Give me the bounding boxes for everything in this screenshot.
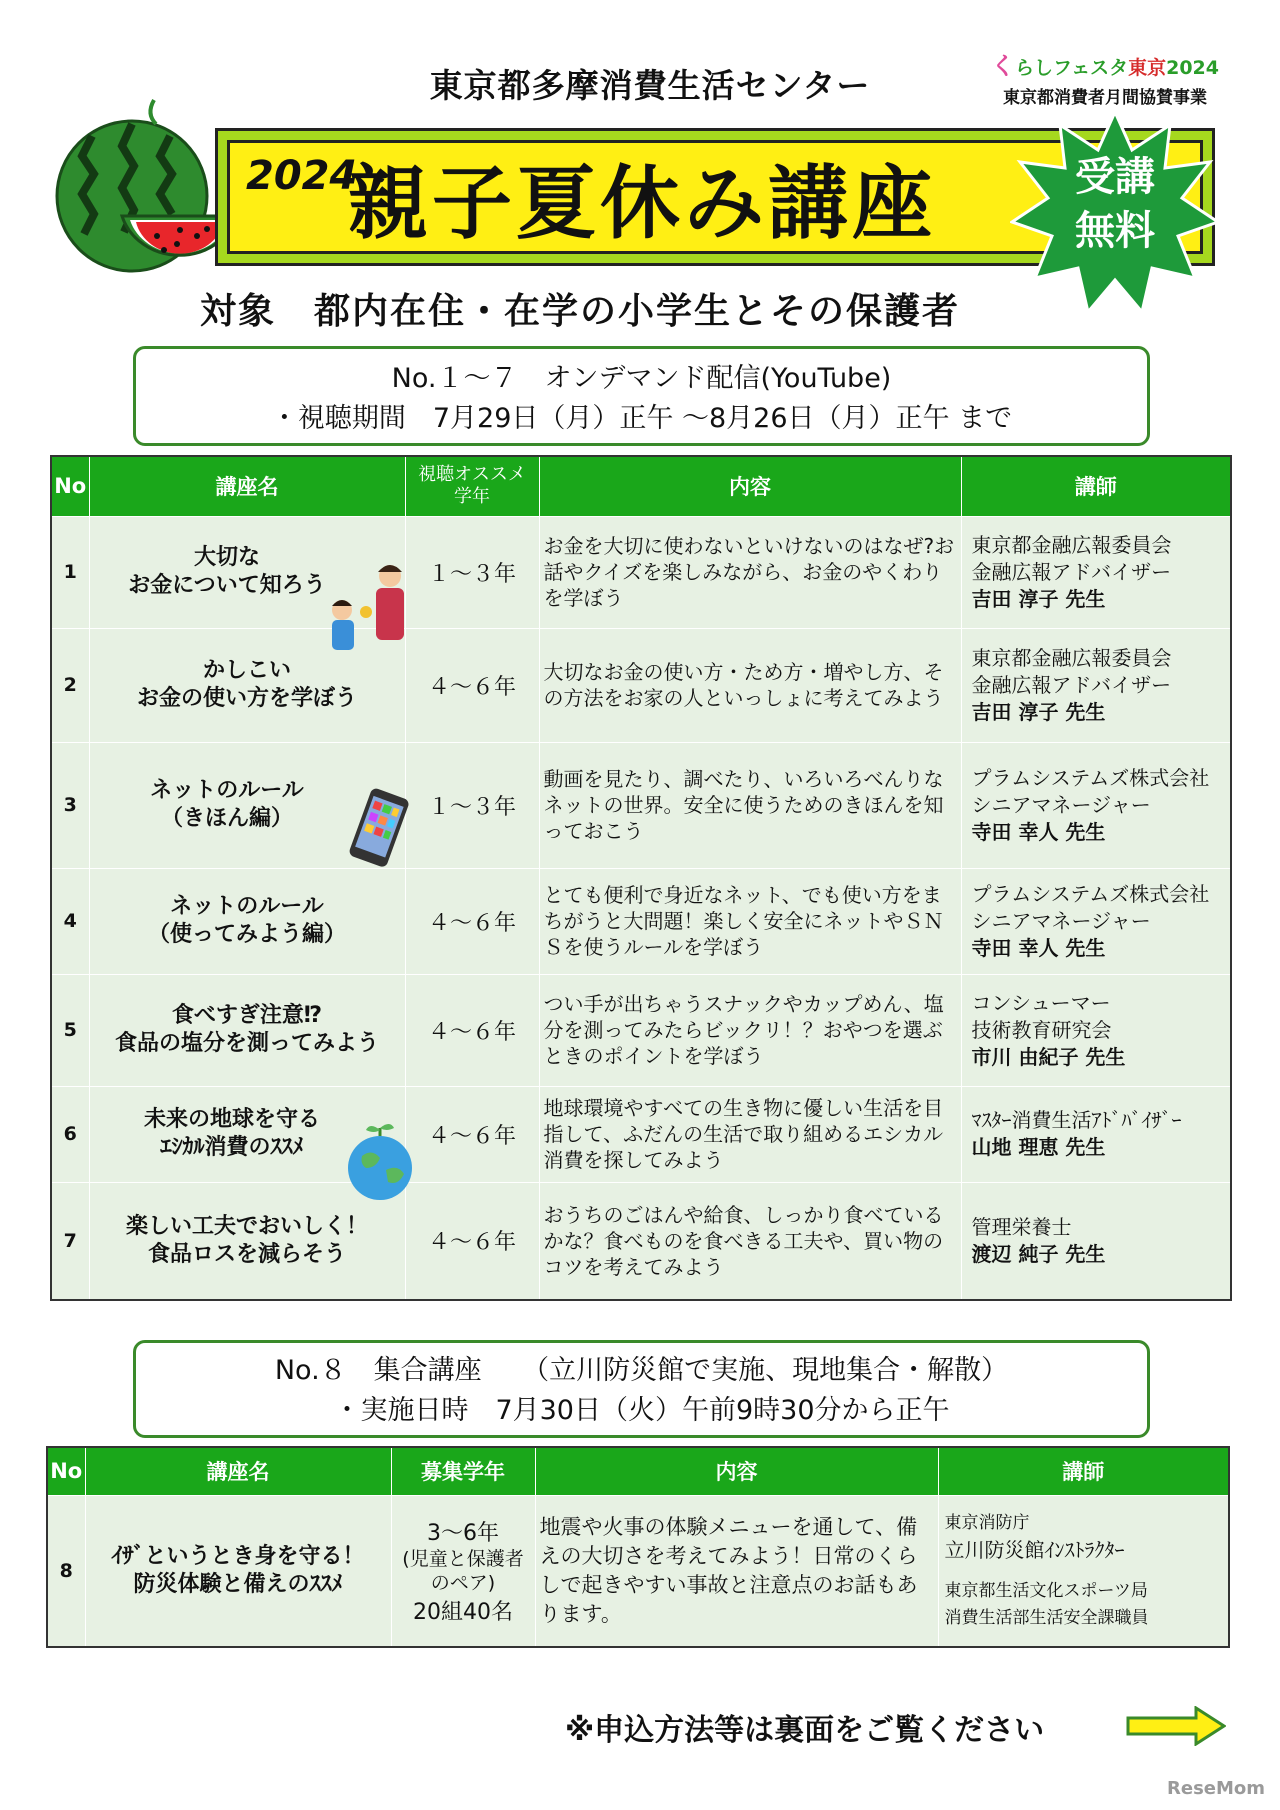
lecturer-org: プラムシステムズ株式会社 bbox=[971, 881, 1210, 906]
lecturer-dept: 消費生活部生活安全課職員 bbox=[944, 1607, 1149, 1628]
recommended-grade: ４～６年 bbox=[405, 974, 539, 1086]
grade-note-line1: (児童と保護者 bbox=[402, 1547, 524, 1570]
lecturer bbox=[961, 974, 1231, 1086]
globe-sprout-icon bbox=[342, 1118, 418, 1202]
table-row bbox=[47, 1495, 1229, 1647]
application-note: ※申込方法等は裏面をご覧ください bbox=[565, 1713, 1045, 1748]
row-no: 5 bbox=[51, 974, 89, 1086]
row-no: 7 bbox=[51, 1182, 89, 1300]
row-no: 3 bbox=[51, 742, 89, 868]
header-grade-line1: 視聴オススメ bbox=[418, 464, 526, 486]
lecturer-title: 管理栄養士 bbox=[971, 1214, 1072, 1239]
in-person-session-box bbox=[133, 1340, 1150, 1438]
course-name-line1: かしこい bbox=[202, 658, 291, 683]
lecturer bbox=[961, 742, 1231, 868]
header-content: 内容 bbox=[535, 1447, 938, 1495]
recommended-grade: ４～６年 bbox=[405, 628, 539, 742]
row-no: 4 bbox=[51, 868, 89, 974]
grade-note-line2: のペア) bbox=[430, 1571, 496, 1594]
table-row bbox=[51, 1182, 1231, 1300]
festa-subtitle: 東京都消費者月間協賛事業 bbox=[1003, 88, 1207, 108]
course-name-line2: （きほん編） bbox=[160, 806, 293, 831]
header-course-name: 講座名 bbox=[85, 1447, 391, 1495]
kurashi-festa-logo bbox=[990, 46, 1220, 108]
table-row bbox=[51, 628, 1231, 742]
course-name bbox=[89, 868, 405, 974]
target-audience: 対象 都内在住・在学の小学生とその保護者 bbox=[200, 291, 961, 332]
recommended-grade: ４～６年 bbox=[405, 1086, 539, 1182]
recruitment-grade bbox=[391, 1495, 535, 1647]
course-name bbox=[89, 974, 405, 1086]
course-content: つい手が出ちゃうスナックやカップめん、塩分を測ってみたらビックリ！？おやつを選ぶときのポイントを学ぼう bbox=[539, 974, 961, 1086]
course-name-line1: 大切な bbox=[193, 545, 260, 570]
lecturer bbox=[961, 516, 1231, 628]
banner-title: 親子夏休み講座 bbox=[348, 157, 936, 250]
festa-logo-year: 2024 bbox=[1166, 57, 1219, 79]
organizer-name: 東京都多摩消費生活センター bbox=[429, 66, 871, 105]
lecturer bbox=[961, 628, 1231, 742]
recommended-grade: ４～６年 bbox=[405, 1182, 539, 1300]
smartphone-icon bbox=[345, 788, 415, 868]
table-row bbox=[51, 868, 1231, 974]
lecturer-name: 山地 理恵 先生 bbox=[971, 1135, 1106, 1159]
lecturer-org: 東京消防庁 bbox=[944, 1512, 1030, 1533]
course-content: 地震や火事の体験メニューを通して、備えの大切さを考えてみよう！日常のくらしで起きやすい事故と注意点のお話もあります。 bbox=[535, 1495, 938, 1647]
course-content: おうちのごはんや給食、しっかり食べているかな？食べものを食べきる工夫や、買い物のコツを考えてみよう bbox=[539, 1182, 961, 1300]
lecturer-org: コンシューマー bbox=[971, 990, 1111, 1015]
lecturer-title: 立川防災館ｲﾝｽﾄﾗｸﾀｰ bbox=[944, 1537, 1125, 1562]
recommended-grade: ４～６年 bbox=[405, 868, 539, 974]
header-grade-line2: 学年 bbox=[454, 486, 490, 508]
lecturer-title: シニアマネージャー bbox=[971, 908, 1151, 933]
row-no: 6 bbox=[51, 1086, 89, 1182]
free-badge-line2: 無料 bbox=[1075, 208, 1155, 254]
lecturer-name: 吉田 淳子 先生 bbox=[971, 699, 1106, 724]
table-row bbox=[51, 742, 1231, 868]
lecturer-org: 東京都金融広報委員会 bbox=[971, 532, 1172, 557]
lecturer-title: 技術教育研究会 bbox=[971, 1017, 1112, 1042]
course-name-line2: （使ってみよう編） bbox=[147, 922, 346, 947]
course-name-line2: 防災体験と備えのｽｽﾒ bbox=[133, 1571, 343, 1597]
course-name-line2: お金について知ろう bbox=[128, 573, 326, 598]
festa-logo-festa: フェスタ bbox=[1053, 57, 1129, 79]
header-lecturer: 講師 bbox=[938, 1447, 1229, 1495]
table-row bbox=[51, 974, 1231, 1086]
in-person-course-table bbox=[46, 1446, 1230, 1648]
lecturer-org: 東京都金融広報委員会 bbox=[971, 645, 1172, 670]
header-course-name: 講座名 bbox=[89, 456, 405, 516]
free-badge-text bbox=[1050, 150, 1180, 258]
session-datetime: ・実施日時 7月30日（火）午前9時30分から正午 bbox=[333, 1395, 950, 1426]
row-no: 1 bbox=[51, 516, 89, 628]
header-content: 内容 bbox=[539, 456, 961, 516]
lecturer-name: 渡辺 純子 先生 bbox=[971, 1241, 1106, 1266]
recommended-grade: １～３年 bbox=[405, 516, 539, 628]
course-name-line1: 楽しい工夫でおいしく！ bbox=[125, 1213, 368, 1239]
course-content: 動画を見たり、調べたり、いろいろべんりなネットの世界。安全に使うためのきほんを知っておこう bbox=[539, 742, 961, 868]
right-arrow-icon bbox=[1126, 1706, 1226, 1746]
table-row bbox=[51, 1086, 1231, 1182]
course-name-line1: 未来の地球を守る bbox=[143, 1107, 320, 1132]
header-no: No bbox=[51, 456, 89, 516]
course-name-line2: ｴｼｶﾙ消費のｽｽﾒ bbox=[160, 1135, 304, 1160]
course-content: 大切なお金の使い方・ため方・増やし方、その方法をお家の人といっしょに考えてみよう bbox=[539, 628, 961, 742]
course-content: 地球環境やすべての生き物に優しい生活を目指して、ふだんの生活で取り組めるエシカル消費を探してみよう bbox=[539, 1086, 961, 1182]
course-content: とても便利で身近なネット、でも使い方をまちがうと大問題！楽しく安全にネットやＳＮＳを使うルールを学ぼう bbox=[539, 868, 961, 974]
header-grade bbox=[405, 456, 539, 516]
lecturer-title: 金融広報アドバイザー bbox=[971, 672, 1172, 697]
festa-logo-tokyo: 東京 bbox=[1128, 57, 1167, 79]
free-badge-line1: 受講 bbox=[1075, 154, 1155, 200]
banner-year: 2024 bbox=[246, 153, 358, 199]
in-person-title: No.８ 集合講座 （立川防災館で実施、現地集合・解散） bbox=[274, 1355, 1009, 1386]
lecturer-name: 市川 由紀子 先生 bbox=[971, 1044, 1126, 1069]
course-name-line1: ｲｻﾞというとき身を守る！ bbox=[111, 1543, 365, 1569]
lecturer bbox=[961, 868, 1231, 974]
lecturer bbox=[961, 1086, 1231, 1182]
lecturer-title: シニアマネージャー bbox=[971, 792, 1151, 817]
course-name-line2: 食品の塩分を測ってみよう bbox=[114, 1031, 379, 1056]
course-name-line1: ネットのルール bbox=[170, 894, 324, 919]
header-grade: 募集学年 bbox=[391, 1447, 535, 1495]
course-name-line2: 食品ロスを減らそう bbox=[147, 1241, 346, 1267]
lecturer-org: プラムシステムズ株式会社 bbox=[971, 765, 1210, 790]
on-demand-period-box bbox=[133, 346, 1150, 446]
lecturer bbox=[938, 1495, 1229, 1647]
lecturer-title: ﾏｽﾀｰ消費生活ｱﾄﾞﾊﾞｲｻﾞｰ bbox=[971, 1108, 1182, 1132]
course-name bbox=[85, 1495, 391, 1647]
festa-logo-rashi: らし bbox=[1015, 57, 1054, 79]
row-no: 2 bbox=[51, 628, 89, 742]
lecturer bbox=[961, 1182, 1231, 1300]
recommended-grade: １～３年 bbox=[405, 742, 539, 868]
table-row bbox=[51, 516, 1231, 628]
on-demand-course-table bbox=[50, 455, 1232, 1301]
lecturer-name: 吉田 淳子 先生 bbox=[971, 586, 1106, 611]
lecturer-title: 金融広報アドバイザー bbox=[971, 559, 1172, 584]
course-name-line1: 食べすぎ注意⁉ bbox=[171, 1003, 323, 1028]
row-no: 8 bbox=[47, 1495, 85, 1647]
grade-capacity: 20組40名 bbox=[413, 1599, 513, 1625]
parent-child-money-icon bbox=[320, 560, 416, 660]
lecturer-name: 寺田 幸人 先生 bbox=[971, 819, 1106, 844]
on-demand-title: No.１～７ オンデマンド配信(YouTube) bbox=[391, 363, 892, 394]
grade-range: 3～6年 bbox=[427, 1520, 499, 1546]
header-no: No bbox=[47, 1447, 85, 1495]
festa-logo-ku: く bbox=[991, 52, 1015, 80]
course-name-line1: ネットのルール bbox=[150, 778, 304, 803]
watermark: ReseMom bbox=[1167, 1778, 1266, 1799]
viewing-period: ・視聴期間 7月29日（月）正午 ～8月26日（月）正午 まで bbox=[270, 403, 1013, 434]
lecturer-name: 寺田 幸人 先生 bbox=[971, 935, 1106, 960]
course-content: お金を大切に使わないといけないのはなぜ?お話やクイズを楽しみながら、お金のやくわりを学ぼう bbox=[539, 516, 961, 628]
header-lecturer: 講師 bbox=[961, 456, 1231, 516]
lecturer-org2: 東京都生活文化スポーツ局 bbox=[944, 1580, 1148, 1601]
course-name-line2: お金の使い方を学ぼう bbox=[136, 686, 357, 711]
